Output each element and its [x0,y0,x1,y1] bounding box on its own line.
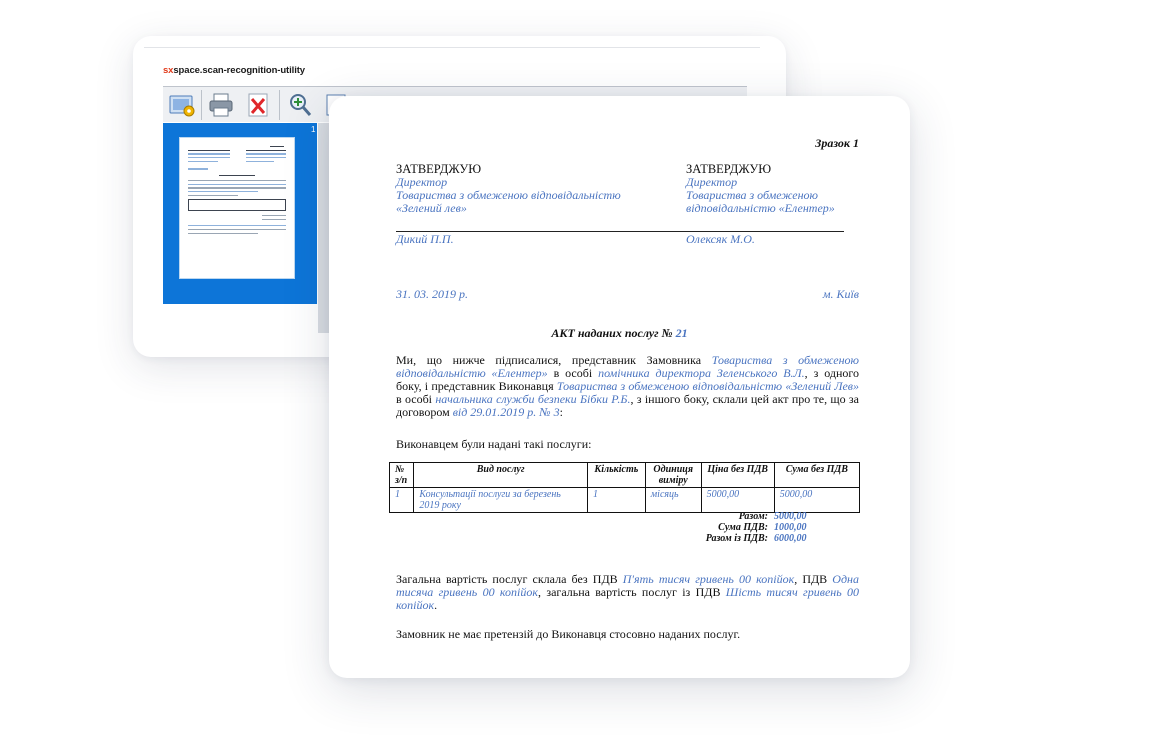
approval-heading: ЗАТВЕРДЖУЮ [686,162,772,176]
document-date: 31. 03. 2019 р. [396,287,468,301]
vat-row: Сума ПДВ: 1000,00 [718,522,807,533]
cell-unit: місяць [645,488,701,513]
customer-representative: помічника директора Зеленського В.Л. [598,366,805,380]
approver-position: Директор [396,175,448,189]
amount-without-vat: П'ять тисяч гривень 00 копійок [622,572,795,586]
amount-with-vat: Шість тисяч гривень 00 копійок [396,585,860,612]
customer-name: Товариства з обмеженою відповідальністю «Елентер» [396,353,859,380]
document-city: м. Київ [822,287,859,301]
scan-settings-icon[interactable] [167,91,197,119]
approver-org-line1: Товариства з обмеженою відповідальністю [396,188,621,202]
cell-price: 5000,00 [701,488,774,513]
approval-block-right [686,163,886,215]
table-row [390,488,860,513]
total-with-vat-row: Разом із ПДВ: 6000,00 [705,533,807,544]
services-intro: Виконавцем були надані такі послуги: [396,437,592,451]
contract-reference: від 29.01.2019 р. № 3 [452,405,560,419]
signer-left: Дикий П.П. [396,232,454,246]
act-number: 21 [675,326,688,340]
sample-label: Зразок 1 [815,136,859,150]
app-brand-mark: sx [163,65,174,76]
col-header-unit: Одиниця виміру [645,463,701,488]
thumbnail-page-number: 1 [311,125,316,134]
approver-org-line2: «Зелений лев» [396,201,467,215]
title-text: АКТ наданих послуг № [551,326,676,340]
services-table [389,462,860,513]
recognized-document [329,96,910,678]
no-claims-statement: Замовник не має претензій до Виконавця стосовно наданих послуг. [396,627,741,641]
approver-org-line2: відповідальністю «Елентер» [686,201,835,215]
vat-amount: Одна тисяча гривень 00 копійок [396,572,859,599]
print-icon[interactable] [206,91,236,119]
col-header-service: Вид послуг [414,463,588,488]
window-top-divider [144,47,760,48]
intro-paragraph: Ми, що нижче підписалися, представник Замовника Товариства з обмеженою відповідальністю «Елентер» в особі помічника директора Зеленського В.Л., з одного боку, і представник Виконавця Товариства з обмеженою відповідальністю «Зелений Лев» в особі начальника служби безпеки Бібки Р.Б., з іншого боку, склали цей акт про те, що за договором від 29.01.2019 р. № 3: [396,353,859,419]
col-header-sum: Сума без ПДВ [774,463,859,488]
cell-quantity: 1 [587,488,645,513]
cell-number: 1 [390,488,414,513]
approver-org-line1: Товариства з обмеженою [686,188,819,202]
cell-sum: 5000,00 [774,488,859,513]
col-header-quantity: Кількість [587,463,645,488]
page-thumbnail[interactable] [179,137,295,279]
cell-service: Консультації послуги за березень 2019 року [414,488,588,513]
zoom-in-icon[interactable] [285,91,315,119]
totals-block [681,511,807,544]
total-row: Разом: 5000,00 [738,511,807,522]
signer-right: Олексяк М.О. [686,232,755,246]
document-title [329,327,910,340]
contractor-representative: начальника служби безпеки Бібки Р.Б. [435,392,631,406]
signature-line [396,231,844,232]
table-header-row [390,463,860,488]
page-thumbnail-panel[interactable] [163,123,317,304]
app-title-text: space.scan-recognition-utility [173,65,305,76]
app-title [163,65,305,76]
approval-block-left [396,163,656,215]
approver-position: Директор [686,175,738,189]
approval-heading: ЗАТВЕРДЖУЮ [396,162,482,176]
delete-icon[interactable] [243,91,273,119]
col-header-price: Ціна без ПДВ [701,463,774,488]
col-header-number: № з/п [390,463,414,488]
contractor-name: Товариства з обмеженою відповідальністю «Зелений Лев» [556,379,859,393]
total-cost-paragraph: Загальна вартість послуг склала без ПДВ П'ять тисяч гривень 00 копійок, ПДВ Одна тисяча гривень 00 копійок, загальна вартість послуг із ПДВ Шість тисяч гривень 00 копійок. [396,572,860,612]
